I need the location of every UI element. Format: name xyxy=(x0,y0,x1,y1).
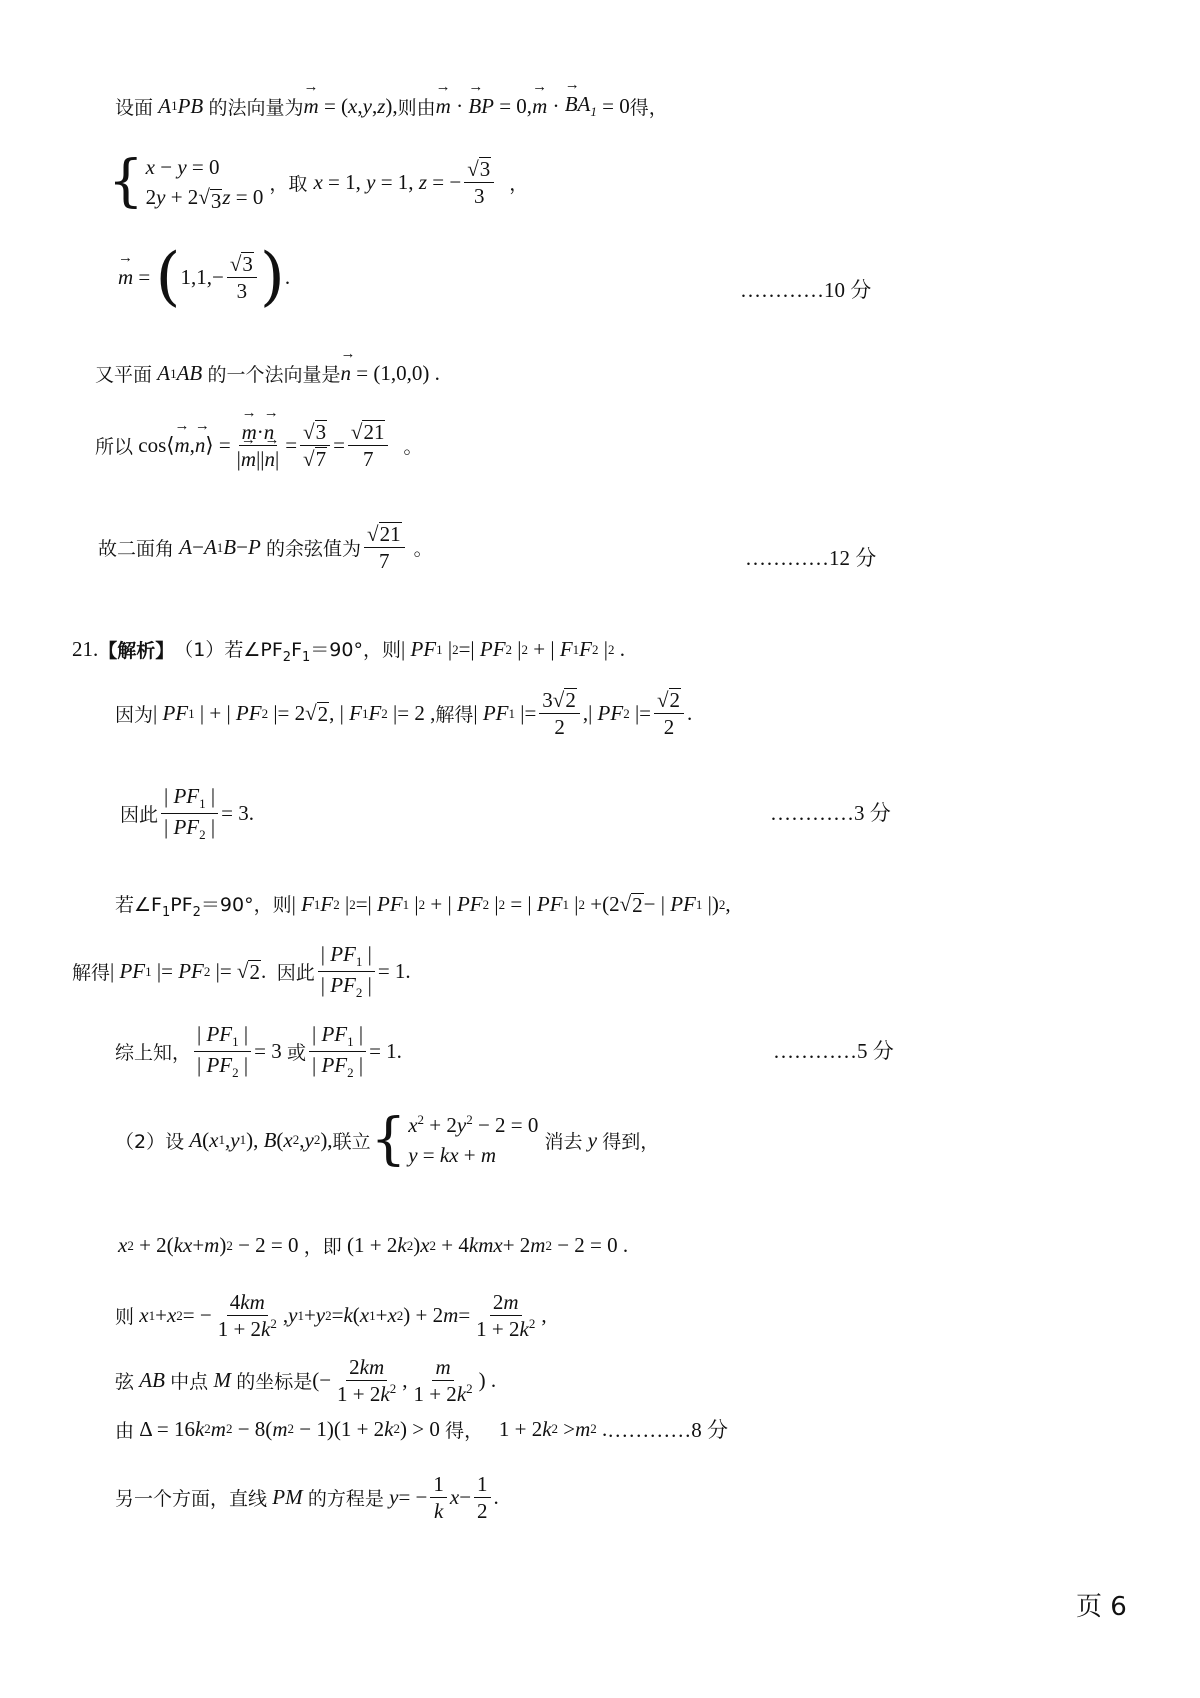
score-marker: …………12 分 xyxy=(745,546,877,570)
line-vector-m-value: → m = ( 1,1,− √ 3 3 ) . xyxy=(118,252,290,303)
line-ratio-3: 因此 $\frac{| PF_1 |}{| PF_2 |}$ = 3. xyxy=(120,784,254,843)
line-quadratic-substitution: x 2 + 2( kx + m ) 2 − 2 = 0 ，即 (1 + 2 k 2 ) x 2 + 4 kmx + 2 m 2 − 2 = 0 . xyxy=(118,1233,629,1258)
line-ratio-1: 解得 | PF 1 |= PF 2 |= √ 2 . 因此 $\frac{| PF_1 |}{| PF_2 |}$ = 1. xyxy=(72,942,411,1001)
line-dihedral-conclusion: 故二面角 A − A 1 B − P 的余弦值为 √ 21 7 。 xyxy=(98,522,433,574)
score-marker: …………3 分 xyxy=(770,801,891,825)
problem-number: 21. xyxy=(72,637,99,662)
line-focal-lengths: 因为 | PF 1 | + | PF 2 |= 2 √ 2 , | F 1 F 2 |= 2 , 解得 | PF 1 |= 3√ 2 2 ,| PF 2 |= √ 2 2 . xyxy=(115,688,693,740)
page-number: 页 6 xyxy=(1076,1592,1127,1622)
line-part2-setup: （2）设 A ( x 1 , y 1 ), B ( x 2 , y 2 ), 联立 { $x^2 + 2y^2 - 2 = 0$ y = kx + m 消去 y 得到， xyxy=(115,1107,660,1173)
score-marker: …………10 分 xyxy=(740,278,872,302)
line-vieta-sums: 则 x 1 + x 2 = − $\frac{4km}{1 + 2k^2}$ , y 1 + y 2 = k ( x 1 + x 2 ) + 2 m = $\frac{2m}{1 + 2k^2}$ , xyxy=(115,1290,547,1342)
line-discriminant: 由 Δ = 16 k 2 m 2 − 8( m 2 − 1)(1 + 2 k 2 ) > 0 得， 1 + 2 k 2 > m 2 . …………8 分 xyxy=(115,1414,728,1444)
line-pm-equation: 另一个方面，直线 PM 的方程是 y = − $\frac{1}{k}$ x − $\frac{1}{2}$ . xyxy=(115,1472,499,1524)
analysis-tag: 【解析】 xyxy=(98,640,175,663)
line-right-angle-case-2: 若$\angle F_1PF_2=90^\circ$，则 | F 1 F 2 | 2 =| PF 1 | 2 + | PF 2 | 2 = | PF 1 | 2 +(2 √ 2 − | PF 1 |) 2 , xyxy=(115,892,731,920)
line-summary-part1: 综上知， $\frac{| PF_1 |}{| PF_2 |}$ = 3 或 $\frac{| PF_1 |}{| PF_2 |}$ = 1. xyxy=(115,1022,402,1081)
line-cosine-calculation: 所以 cos⟨ → m , → n ⟩ = → $\frac{m\cdot\to n}{|\to m||\to n|}$ = √ 3 √ 7 = √ 21 7 。 xyxy=(95,420,423,471)
line-plane-normal-n: 又平面 A 1 AB 的一个法向量是 → n = (1,0,0) . xyxy=(95,360,440,387)
line-equation-system: { x − y = 0 2y + 2√ 3 z = 0 ，取 x = 1, y = 1, z = − √ 3 3 ， xyxy=(108,149,529,215)
score-marker: …………8 分 xyxy=(607,1418,729,1442)
line-problem-21-part1: 21. 【解析】 （1）若$\angle PF_2F_1=90^\circ$，则 | PF 1 | 2 =| PF 2 | 2 + | F 1 F 2 | 2 . xyxy=(72,637,625,665)
line-normal-vector-setup: 设面 A 1 PB 的法向量为 → m = ( x , y , z ), 则由 → m · → BP = 0, → m · → $BA_1$ = 0 得， xyxy=(115,92,668,120)
line-midpoint-coordinates: 弦 AB 中点 M 的坐标是 (− $\frac{2km}{1 + 2k^2}$ , $\frac{m}{1 + 2k^2}$ ) . xyxy=(115,1355,497,1407)
score-marker: …………5 分 xyxy=(773,1039,894,1063)
